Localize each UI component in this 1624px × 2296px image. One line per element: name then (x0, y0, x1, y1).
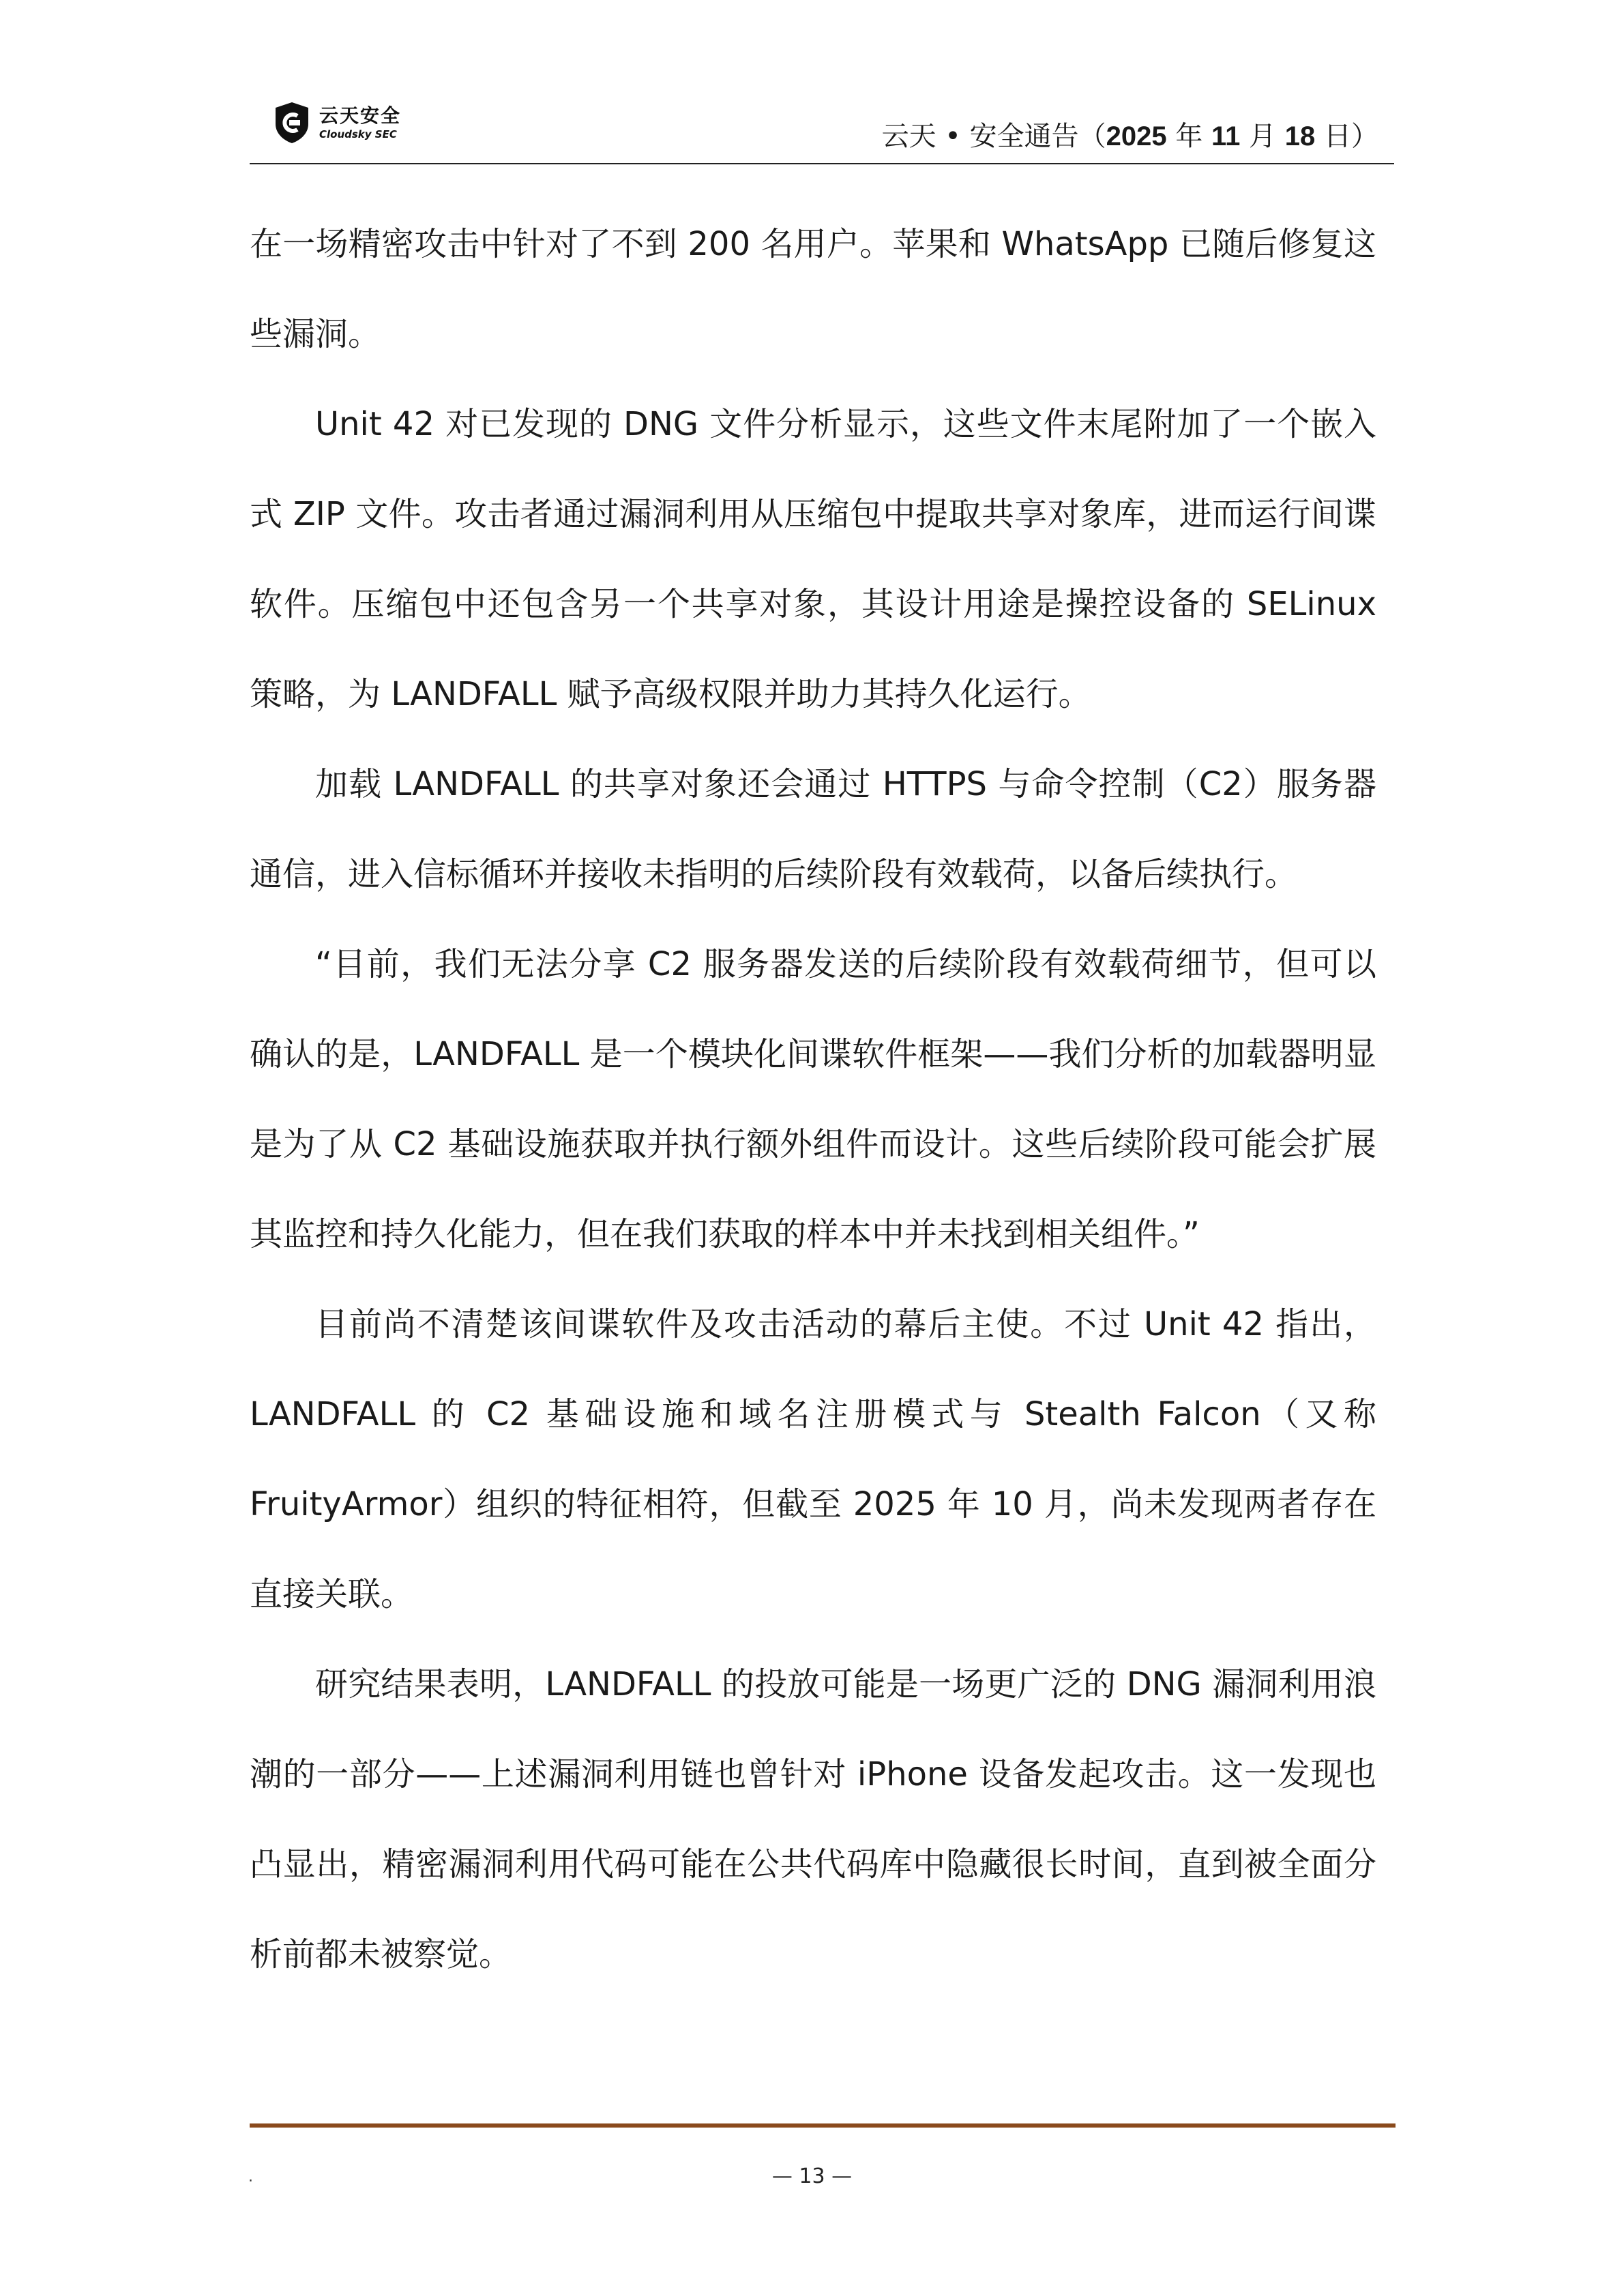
header-month: 11 (1211, 121, 1241, 151)
paragraph-continued: 在一场精密攻击中针对了不到 200 名用户。苹果和 WhatsApp 已随后修复这些漏洞。 (250, 225, 1376, 353)
header-title (882, 115, 1378, 153)
header-day-unit: 日） (1315, 121, 1378, 152)
paragraph-conclusion: 研究结果表明，LANDFALL 的投放可能是一场更广泛的 DNG 漏洞利用浪潮的一部分——上述漏洞利用链也曾针对 iPhone 设备发起攻击。这一发现也凸显出，精密漏洞利用代码可能在公共代码库中隐藏很长时间，直到被全面分析前都未被察觉。 (250, 1665, 1376, 1973)
header-month-unit: 月 (1240, 121, 1285, 152)
logo-name-en: Cloudsky SEC (319, 128, 397, 140)
header-logo (273, 101, 401, 145)
paragraph-dng-analysis: Unit 42 对已发现的 DNG 文件分析显示，这些文件末尾附加了一个嵌入式 ZIP 文件。攻击者通过漏洞利用从压缩包中提取共享对象库，进而运行间谍软件。压缩包中还包含另一个共享对象，其设计用途是操控设备的 SELinux 策略，为 LANDFALL 赋予高级权限并助力其持久化运行。 (250, 405, 1376, 713)
header-divider (250, 163, 1394, 164)
header-year: 2025 (1106, 121, 1167, 151)
paragraph-quote: “目前，我们无法分享 C2 服务器发送的后续阶段有效载荷细节，但可以确认的是，LANDFALL 是一个模块化间谍软件框架——我们分析的加载器明显是为了从 C2 基础设施获取并执行额外组件而设计。这些后续阶段可能会扩展其监控和持久化能力，但在我们获取的样本中并未找到相关组件。” (250, 945, 1376, 1253)
footer-divider (250, 2123, 1396, 2128)
header-year-unit: 年 (1166, 121, 1212, 152)
cloudsky-shield-icon (273, 101, 311, 145)
footer-dot: . (248, 2168, 253, 2186)
logo-name-cn: 云天安全 (319, 104, 402, 127)
header-title-prefix: 云天 • 安全通告（ (881, 121, 1106, 152)
paragraph-c2-communication: 加载 LANDFALL 的共享对象还会通过 HTTPS 与命令控制（C2）服务器通信，进入信标循环并接收未指明的后续阶段有效载荷，以备后续执行。 (250, 765, 1376, 893)
page-number: — 13 — (771, 2164, 853, 2188)
article-body (250, 199, 1376, 1999)
paragraph-attribution: 目前尚不清楚该间谍软件及攻击活动的幕后主使。不过 Unit 42 指出，LANDFALL 的 C2 基础设施和域名注册模式与 Stealth Falcon（又称 FruityArmor）组织的特征相符，但截至 2025 年 10 月，尚未发现两者存在直接关联。 (250, 1305, 1376, 1613)
header-day: 18 (1284, 121, 1316, 151)
